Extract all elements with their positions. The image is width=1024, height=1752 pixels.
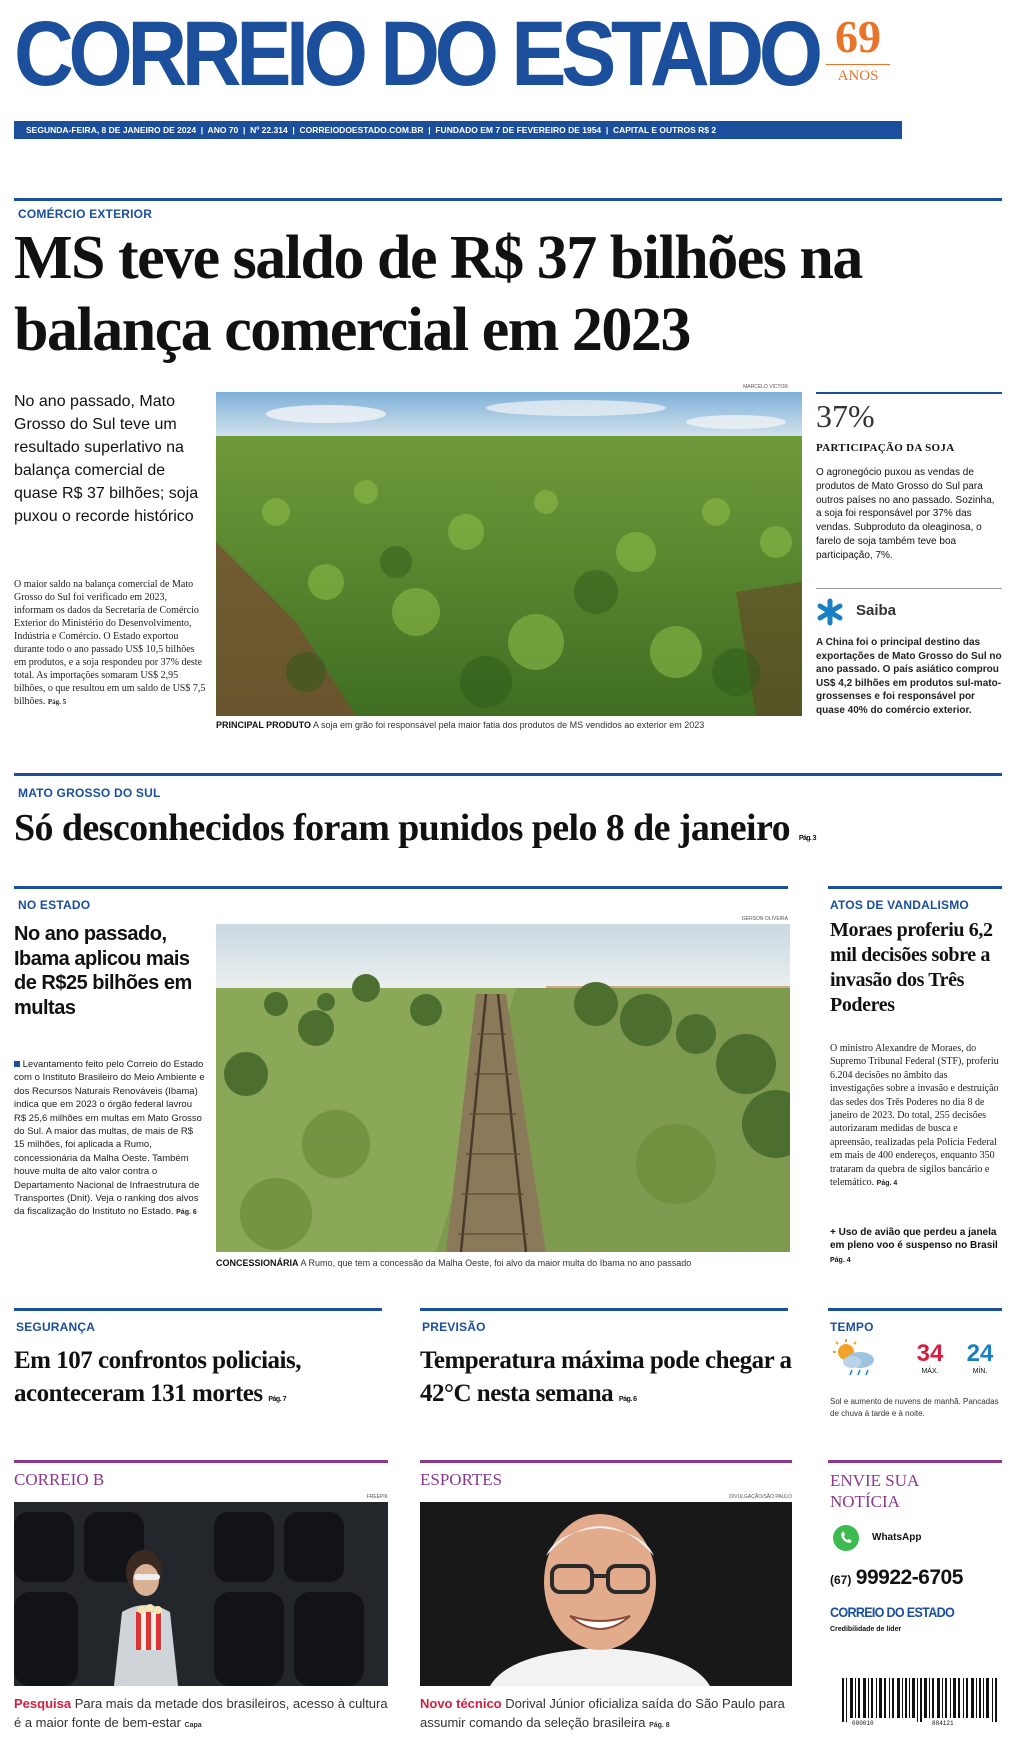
esportes-label: Novo técnico <box>420 1696 502 1711</box>
estado-rule <box>14 886 788 889</box>
previsao-headline-text: Temperatura máxima pode chegar a 42°C nesta semana <box>420 1347 792 1407</box>
phone-prefix: (67) <box>830 1573 852 1587</box>
correio-b-label: Pesquisa <box>14 1696 72 1711</box>
estado-body <box>14 1058 206 1220</box>
soy-field-image <box>216 392 802 716</box>
info-bar-text: SEGUNDA-FEIRA, 8 DE JANEIRO DE 2024 | ANO 70 | Nº 22.314 | CORREIODOESTADO.COM.BR | FUNDADO EM 7 DE FEVEREIRO DE 1954 | CAPITAL E OUTROS R$ 2 <box>26 125 717 135</box>
estado-photo <box>216 924 790 1252</box>
estado-photo-credit: GERSON OLIVEIRA <box>741 916 788 922</box>
vandalismo-rule <box>828 886 1002 889</box>
lead-photo-credit: MARCELO VICTOR <box>743 384 788 390</box>
correio-b-photo <box>14 1502 388 1686</box>
saiba-icon <box>816 598 844 626</box>
temp-max: 34 <box>916 1340 944 1367</box>
vandalismo-body-text: O ministro Alexandre de Moraes, do Supremo Tribunal Federal (STF), proferiu 6.204 decisões no âmbito das investigações sobre a invasão e destruição das sedes dos Três Poderes no dia 8 de janeiro de 2023. Do total, 255 decisões autorizaram medidas de busca e apreensão, realizadas pela Polícia Federal em mais de 400 endereços, enquanto 350 trataram da quebra de sigilos bancário e telemático. <box>830 1043 999 1189</box>
second-headline <box>14 806 1004 850</box>
bullet-icon <box>14 1061 20 1067</box>
seguranca-headline <box>14 1344 384 1416</box>
previsao-headline <box>420 1344 792 1416</box>
lead-body-text: O maior saldo na balança comercial de Mato Grosso do Sul foi verificado em 2023, informam os dados da Secretaria de Comércio Exterior do Ministério do Desenvolvimento, Indústria e Comércio. O Estado exportou durante todo o ano passado US$ 10,5 bilhões em produtos, e a soja respondeu por 37% deste total. As importações somaram US$ 2,95 bilhões, o que resultou em um saldo de US$ 7,5 bilhões. <box>14 579 206 707</box>
second-page: Pág. 3 <box>798 835 816 842</box>
lead-rule <box>14 198 1002 201</box>
estado-kicker: NO ESTADO <box>18 898 91 912</box>
whatsapp-icon <box>832 1524 860 1552</box>
previsao-kicker: PREVISÃO <box>422 1320 486 1334</box>
estado-caption-label: CONCESSIONÁRIA <box>216 1258 299 1268</box>
lead-caption-label: PRINCIPAL PRODUTO <box>216 720 312 730</box>
tempo-rule <box>828 1308 1002 1311</box>
noticia-kicker: ENVIE SUA NOTÍCIA <box>830 1471 919 1511</box>
tempo-kicker: TEMPO <box>830 1320 874 1334</box>
seguranca-page: Pág. 7 <box>268 1396 286 1403</box>
tempo-text: Sol e aumento de nuvens de manhã. Pancadas de chuva à tarde e à noite. <box>830 1397 999 1418</box>
lead-headline: MS teve saldo de R$ 37 bilhões na balança comercial em 2023 <box>14 224 862 364</box>
esportes-kicker: ESPORTES <box>420 1470 503 1489</box>
lead-caption <box>216 720 806 730</box>
estado-body-text: Levantamento feito pelo Correio do Estado com o Instituto Brasileiro do Meio Ambiente e dos Recursos Naturais Renováveis (Ibama) indica que em 2023 o órgão federal lavrou R$ 25,6 milhões em multas em Mato Grosso do Sul. A maior das multas, de mais de R$ 15 milhões, foi aplicada a Rumo, concessionária da Malha Oeste. Também houve multa de alto valor contra o Departamento Nacional de Infraestrutura de Transportes (Dnit). Veja o ranking dos alvos da fiscalização do Instituto no Estado. <box>14 1059 205 1218</box>
coach-portrait-image <box>420 1502 792 1686</box>
barcode-image <box>842 1678 1002 1722</box>
masthead-title: CORREIO DO ESTADO <box>14 3 818 105</box>
lead-caption-text: A soja em grão foi responsável pela maior fatia dos produtos de MS vendidos ao exterior em 2023 <box>313 720 705 730</box>
stat-text: O agronegócio puxou as vendas de produtos de Mato Grosso do Sul para outros países no ano passado. Sozinha, a soja foi responsável por 37% das vendas. Subproduto da oleaginosa, o farelo de soja também teve boa participação, 7%. <box>816 467 995 561</box>
lead-body-page: Pág. 5 <box>47 698 67 706</box>
seguranca-rule <box>14 1308 382 1311</box>
temp-min-label: MÍN. <box>972 1368 988 1375</box>
previsao-rule <box>420 1308 788 1311</box>
esportes-page: Pág. 8 <box>649 1722 670 1729</box>
correio-b-page: Capa <box>184 1722 202 1729</box>
estado-caption-text: A Rumo, que tem a concessão da Malha Oeste, foi alvo da maior multa do Ibama no ano passado <box>300 1258 692 1268</box>
phone-number[interactable] <box>830 1566 1006 1590</box>
stat-label: PARTICIPAÇÃO DA SOJA <box>816 442 955 454</box>
second-rule <box>14 773 1002 776</box>
estado-headline: No ano passado, Ibama aplicou mais de R$25 bilhões em multas <box>14 923 192 1019</box>
barcode-right-digits: 884121 <box>932 1720 954 1727</box>
correio-b-rule <box>14 1460 388 1463</box>
saiba-divider <box>816 588 1002 589</box>
footer-slogan: Credibilidade de líder <box>830 1626 902 1633</box>
stat-rule <box>816 392 1002 394</box>
saiba-title: Saiba <box>856 602 897 619</box>
barcode-left-digits: 000010 <box>852 1720 874 1727</box>
vandalismo-headline: Moraes proferiu 6,2 mil decisões sobre a invasão dos Três Poderes <box>830 919 993 1016</box>
seguranca-headline-text: Em 107 confrontos policiais, aconteceram 131 mortes <box>14 1347 301 1407</box>
whatsapp-label: WhatsApp <box>872 1532 922 1543</box>
noticia-rule <box>828 1460 1002 1463</box>
second-headline-text: Só desconhecidos foram punidos pelo 8 de janeiro <box>14 807 790 849</box>
esportes-rule <box>420 1460 792 1463</box>
lead-photo <box>216 392 802 716</box>
temp-min: 24 <box>966 1340 994 1367</box>
esportes-photo <box>420 1502 792 1686</box>
second-kicker: MATO GROSSO DO SUL <box>18 786 161 800</box>
anniversary-divider <box>826 64 890 65</box>
estado-caption <box>216 1258 796 1268</box>
correio-b-text <box>14 1694 394 1735</box>
saiba-text: A China foi o principal destino das exportações de Mato Grosso do Sul no ano passado. O país asiático comprou US$ 4,2 bilhões em produtos sul-mato-grossenses e foi responsável por quase 40% do comércio exterior. <box>816 637 1002 716</box>
sun-cloud-rain-icon <box>830 1338 880 1378</box>
vandalismo-kicker: ATOS DE VANDALISMO <box>830 898 969 912</box>
barcode <box>842 1678 1002 1728</box>
railway-image <box>216 924 790 1252</box>
phone-main: 99922-6705 <box>855 1566 963 1589</box>
vandalismo-body-page: Pág. 4 <box>876 1180 898 1188</box>
esportes-teaser: Dorival Júnior oficializa saída do São Paulo para assumir comando da seleção brasileira <box>420 1696 785 1730</box>
lead-kicker: COMÉRCIO EXTERIOR <box>18 207 153 221</box>
vandalismo-extra-page: Pág. 4 <box>830 1256 851 1264</box>
cinema-image <box>14 1502 388 1686</box>
temp-max-label: MÁX. <box>921 1368 939 1375</box>
esportes-credit: DIVULGAÇÃO/SÃO PAULO <box>729 1494 792 1500</box>
seguranca-kicker: SEGURANÇA <box>16 1320 96 1334</box>
anniversary-label: ANOS <box>837 68 879 84</box>
correio-b-credit: FREEPIK <box>366 1494 388 1500</box>
anniversary-number: 69 <box>835 11 881 62</box>
lead-deck: No ano passado, Mato Grosso do Sul teve um resultado superlativo na balança comercial de quase R$ 37 bilhões; soja puxou o recorde histórico <box>14 393 199 525</box>
masthead <box>14 4 1014 144</box>
vandalismo-extra <box>830 1226 1002 1267</box>
vandalismo-extra-text: + Uso de avião que perdeu a janela em pleno voo é suspenso no Brasil <box>830 1227 998 1252</box>
previsao-page: Pág. 6 <box>618 1396 637 1403</box>
stat-value: 37% <box>816 398 875 434</box>
correio-b-kicker: CORREIO B <box>14 1470 105 1489</box>
esportes-text <box>420 1694 796 1735</box>
estado-body-page: Pág. 6 <box>176 1209 197 1217</box>
info-bar <box>14 121 902 139</box>
correio-b-teaser: Para mais da metade dos brasileiros, acesso à cultura é a maior fonte de bem-estar <box>14 1696 388 1730</box>
lead-body <box>14 578 206 709</box>
vandalismo-body <box>830 1042 1002 1190</box>
footer-logo: CORREIO DO ESTADO <box>830 1604 955 1620</box>
